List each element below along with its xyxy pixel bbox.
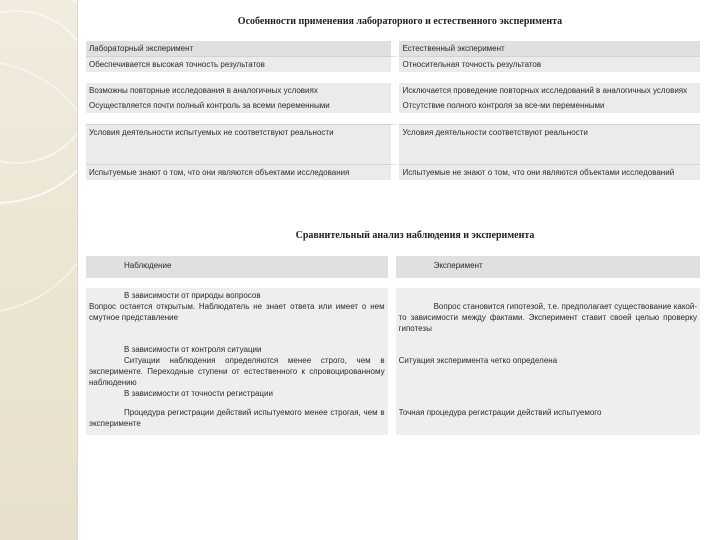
section-text: Процедура регистрации действий испытуемого менее строгая, чем в эксперименте bbox=[89, 408, 385, 428]
table-cell: Лабораторный эксперимент bbox=[86, 41, 399, 56]
table-cell bbox=[396, 336, 700, 401]
table-cell: Условия деятельности испытуемых не соответствуют реальности bbox=[86, 124, 399, 164]
table-header-row bbox=[86, 256, 700, 278]
section-label: В зависимости от точности регистрации bbox=[124, 389, 273, 398]
table2-title: Сравнительный анализ наблюдения и эксперимента bbox=[295, 230, 535, 241]
table-cell: Испытуемые знают о том, что они являются объектами исследования bbox=[86, 164, 399, 180]
table-cell bbox=[396, 401, 700, 435]
table-cell bbox=[86, 401, 396, 435]
table-cell: Обеспечивается высокая точность результатов bbox=[86, 56, 399, 72]
table-row bbox=[86, 83, 700, 98]
table-cell: Естественный эксперимент bbox=[399, 41, 700, 56]
section-label: В зависимости от природы вопросов bbox=[124, 291, 261, 300]
table-cell bbox=[86, 336, 396, 401]
table-cell: Исключается проведение повторных исследований в аналогичных условиях bbox=[399, 83, 700, 98]
table-cell: Отсутствие полного контроля за все-ми переменными bbox=[399, 98, 700, 113]
table-cell: Возможны повторные исследования в аналогичных условиях bbox=[86, 83, 399, 98]
table-spacer bbox=[86, 278, 700, 288]
table-row bbox=[86, 288, 700, 336]
table-row bbox=[86, 56, 700, 72]
table-spacer bbox=[86, 113, 700, 124]
table-row bbox=[86, 41, 700, 56]
section-text: Точная процедура регистрации действий испытуемого bbox=[398, 408, 602, 417]
section-label: В зависимости от контроля ситуации bbox=[124, 345, 262, 354]
table-row bbox=[86, 401, 700, 435]
table1-title: Особенности применения лабораторного и естественного эксперимента bbox=[237, 16, 563, 27]
sidebar-divider bbox=[77, 0, 78, 540]
header-observation: Наблюдение bbox=[86, 256, 396, 278]
table-row bbox=[86, 124, 700, 164]
table-spacer bbox=[86, 72, 700, 83]
table-cell bbox=[396, 288, 700, 336]
table-cell: Испытуемые не знают о том, что они являются объектами исследований bbox=[399, 164, 700, 180]
observation-vs-experiment-table bbox=[86, 256, 700, 435]
table-row bbox=[86, 98, 700, 113]
section-text: Вопрос становится гипотезой, т.е. предполагает существование какой-то зависимости между фактами. Эксперимент ставит своей целью проверку гипотезы bbox=[398, 302, 697, 333]
table-cell bbox=[86, 288, 396, 336]
table-cell: Осуществляется почти полный контроль за всеми переменными bbox=[86, 98, 399, 113]
decorative-sidebar bbox=[0, 0, 78, 540]
lab-vs-natural-table bbox=[86, 41, 700, 180]
table-cell: Относительная точность результатов bbox=[399, 56, 700, 72]
header-experiment: Эксперимент bbox=[396, 256, 700, 278]
table-row bbox=[86, 164, 700, 180]
table-cell: Условия деятельности соответствуют реальности bbox=[399, 124, 700, 164]
table-row bbox=[86, 336, 700, 401]
section-text: Ситуации наблюдения определяются менее строго, чем в эксперименте. Переходные ступени от естественного к спровоцированному наблюдению bbox=[89, 356, 385, 387]
section-text: Ситуация эксперимента четко определена bbox=[398, 356, 558, 365]
section-text: Вопрос остается открытым. Наблюдатель не знает ответа или имеет о нем смутное представление bbox=[89, 302, 385, 322]
